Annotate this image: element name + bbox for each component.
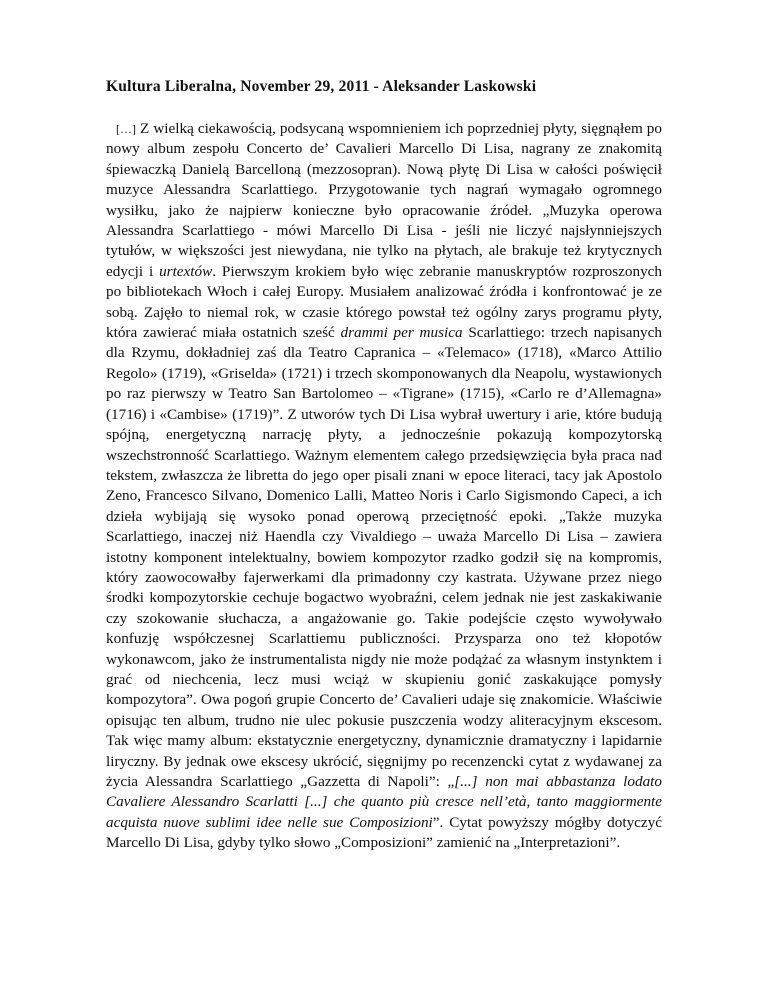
ellipsis-marker: […] <box>116 122 136 136</box>
body-text-3: Scarlattiego: trzech napisanych dla Rzymu, dokładniej zaś dla Teatro Capranica – «Telemaco» (1718), «Marco Attilio Regolo» (1719), «Griselda» (1721) i trzech skomponowanych dla Neapolu, wystawionych po raz pierwszy w Teatro San Bartolomeo – «Tigrane» (1715), «Carlo re d’Allemagna» (1716) i «Cambise» (1719)”. Z utworów tych Di Lisa wybrał uwertury i arie, które budują spójną, energetyczną narrację płyty, a jednocześnie pokazują kompozytorską wszechstronność Scarlattiego. Ważnym elementem całego przedsięwzięcia była praca nad tekstem, zwłaszcza że libretta do jego oper pisali znani w epoce literaci, tacy jak Apostolo Zeno, Francesco Silvano, Domenico Lalli, Matteo Noris i Carlo Sigismondo Capeci, a ich dzieła wybijają się wysoko ponad operową przeciętność epoki. „Także muzyka Scarlattiego, inaczej niż Haendla czy Vivaldiego – uważa Marcello Di Lisa – zawiera istotny komponent intelektualny, bowiem kompozytor rzadko godził się na kompromis, który zaowocowałby fajerwerkami dla primadonny czy kastrata. Używane przez niego środki kompozytorskie cechuje bogactwo wyobraźni, celem jednak nie jest zaskakiwanie czy szokowanie słuchacza, a angażowanie go. Takie podejście często wywoływało konfuzję współczesnej Scarlattiemu publiczności. Przysparza ono też kłopotów wykonawcom, jako że instrumentalista nigdy nie może podążać za własnym instynktem i grać od niechcenia, lecz musi wciąż w skupieniu gonić zaskakujące pomysły kompozytora”. Owa pogoń grupie Concerto de’ Cavalieri udaje się znakomicie. Właściwie opisując ten album, trudno nie ulec pokusie puszczenia wodzy aliteracyjnym ekscesom. Tak więc mamy album: ekstatycznie energetyczny, dynamicznie dramatyczny i lapidarnie liryczny. By jednak owe ekscesy ukrócić, sięgnijmy po recenzencki cytat z wydawanej za życia Alessandra Scarlattiego „Gazzetta di Napoli”: „ <box>106 324 662 790</box>
article-heading: Kultura Liberalna, November 29, 2011 - Aleksander Laskowski <box>106 78 537 95</box>
article-body <box>106 119 662 854</box>
italic-quote: [...] non mai abbastanza lodato Cavaliere Alessandro Scarlatti [...] che quanto più cresce nell’età, tanto maggiormente acquista nuove sublimi idee nelle sue Composizioni <box>106 773 662 831</box>
body-text-4: ”. Cytat powyższy mógłby dotyczyć Marcello Di Lisa, gdyby tylko słowo „Composizioni” zamienić na „Interpretazioni”. <box>106 813 662 852</box>
body-text-1: Z wielką ciekawością, podsycaną wspomnieniem ich poprzedniej płyty, sięgnąłem po nowy album zespołu Concerto de’ Cavalieri Marcello Di Lisa, nagrany ze znakomitą śpiewaczką Danielą Barcelloną (mezzosopran). Nową płytę Di Lisa w całości poświęcił muzyce Alessandra Scarlattiego. Przygotowanie tych nagrań wymagało ogromnego wysiłku, jako że najpierw konieczne było opracowanie źródeł. „Muzyka operowa Alessandra Scarlattiego - mówi Marcello Di Lisa - jeśli nie liczyć najsłynniejszych tytułów, w większości jest niewydana, nie tylko na płytach, ale brakuje też krytycznych edycji i <box>106 120 662 280</box>
italic-urtextow: urtextów <box>159 262 213 280</box>
italic-drammi: drammi per musica <box>340 324 463 342</box>
body-text-2: . Pierwszym krokiem było więc zebranie manuskryptów rozproszonych po bibliotekach Włoch i całej Europy. Musiałem analizować źródła i konfrontować je ze sobą. Zajęło to niemal rok, w czasie którego powstał też ogólny zarys programu płyty, która zawierać miała ostatnich sześć <box>106 262 662 342</box>
